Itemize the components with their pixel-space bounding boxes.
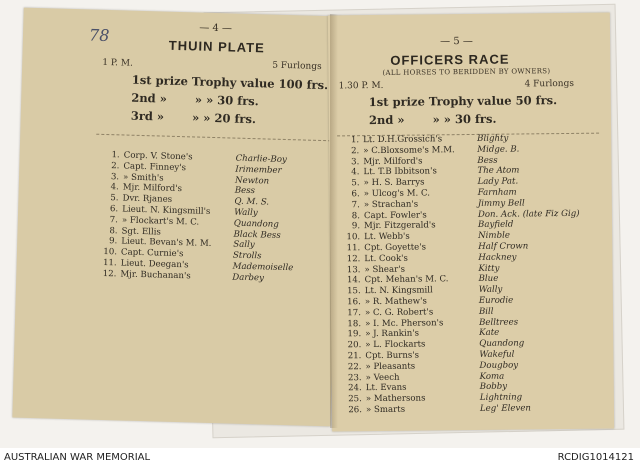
entry-horse: Jimmy Bell — [477, 198, 525, 209]
prize-desc: » » 20 frs. — [191, 110, 257, 127]
entry-number: 21. — [347, 351, 362, 362]
entry-row — [339, 274, 499, 286]
credit-line: AUSTRALIAN WAR MEMORIAL — [4, 452, 151, 463]
entry-owner: » C. G. Robert's — [364, 307, 434, 318]
entry-horse: Belltrees — [479, 317, 519, 328]
prize-desc: Trophy value 50 frs. — [428, 93, 558, 109]
entry-row — [339, 295, 514, 308]
entry-owner: Dvr. Rjanes — [122, 193, 173, 206]
entry-row — [338, 230, 510, 243]
book-gutter — [330, 14, 338, 428]
entry-number: 9. — [351, 221, 361, 232]
entry-owner: » Veech — [365, 372, 400, 383]
entry-number: 23. — [347, 372, 362, 383]
race-title: THUIN PLATE — [168, 37, 265, 56]
entry-horse: Black Bess — [233, 229, 281, 241]
entry-owner: Lt. Evans — [365, 383, 407, 394]
entry-number: 3. — [110, 171, 120, 182]
entry-owner: Cpt. Mehan's M. C. — [364, 274, 449, 286]
entry-horse: Midge. B. — [477, 144, 520, 155]
entry-number: 13. — [346, 264, 361, 275]
prize-desc: » » 30 frs. — [432, 111, 497, 127]
entry-number: 3. — [351, 156, 360, 167]
prize-3 — [131, 109, 257, 126]
entry-number: 26. — [348, 405, 363, 416]
entry-row — [338, 219, 514, 232]
entry-horse: Kate — [479, 328, 500, 339]
entry-horse: Wally — [234, 207, 258, 219]
entry-number: 10. — [103, 247, 118, 258]
entry-row — [338, 176, 519, 189]
entry-horse: Bess — [234, 185, 256, 197]
entry-horse: Kitty — [478, 263, 500, 274]
page-number: — 4 — — [199, 22, 233, 35]
entry-row — [338, 187, 517, 200]
entry-horse: Blue — [478, 274, 499, 285]
entry-horse: The Atom — [477, 165, 520, 177]
entry-horse: Mademoiselle — [232, 261, 294, 274]
entry-owner: » Flockart's M. C. — [121, 215, 200, 228]
entry-owner: Cpt. Goyette's — [364, 242, 427, 254]
entry-owner: Mjr. Milford's — [363, 156, 423, 167]
entry-row — [338, 208, 580, 221]
entry-row — [339, 317, 519, 329]
entry-owner: Mjr. Milford's — [122, 182, 183, 195]
entry-number: 6. — [351, 189, 360, 200]
entry-owner: » Strachan's — [363, 199, 419, 210]
entry-owner: » Shear's — [364, 264, 406, 275]
prize-1 — [132, 73, 329, 92]
entry-horse: Lightning — [479, 392, 523, 404]
entry-owner: Capt. Finney's — [123, 161, 187, 174]
entry-row — [340, 392, 523, 405]
entry-horse: Bayfield — [477, 219, 514, 231]
entry-number: 4. — [351, 167, 360, 178]
entry-row — [337, 144, 520, 157]
entry-owner: » Smarts — [365, 404, 406, 416]
entry-horse: Charlie-Boy — [235, 153, 287, 166]
entry-row — [338, 198, 525, 211]
entry-owner: Sgt. Ellis — [121, 226, 161, 238]
entry-owner: Lt. D.H.Grossich's — [363, 134, 443, 146]
entry-owner: » C.Bloxsome's M.M. — [363, 144, 455, 156]
race-distance: 5 Furlongs — [272, 60, 322, 72]
handwritten-note: 78 — [88, 25, 110, 46]
entry-row — [339, 284, 503, 297]
entry-horse: Quandong — [479, 338, 525, 350]
entry-number: 1. — [350, 135, 360, 146]
race-time: 1 P. M. — [102, 57, 134, 69]
entry-horse: Sally — [233, 239, 255, 251]
entry-number: 14. — [346, 275, 361, 286]
entry-number: 6. — [109, 204, 119, 215]
page-number: — 5 — — [440, 35, 473, 48]
entry-horse: Bill — [478, 306, 494, 317]
entry-row — [100, 268, 265, 284]
entry-horse: Farnham — [477, 187, 517, 198]
entry-number: 2. — [350, 145, 360, 157]
race-distance: 4 Furlongs — [524, 78, 575, 90]
entry-number: 5. — [110, 193, 119, 204]
entry-number: 18. — [347, 318, 362, 329]
entry-owner: Lt. Cook's — [364, 253, 408, 264]
entry-row — [339, 338, 525, 351]
entry-row — [338, 241, 529, 254]
entry-horse: Nimble — [478, 230, 510, 242]
entry-owner: » I. Mc. Pherson's — [365, 317, 444, 329]
entry-owner: Lt. Webb's — [364, 231, 410, 243]
entry-horse: Quandong — [233, 218, 279, 230]
entry-horse: Irimember — [235, 164, 282, 176]
entry-owner: Mjr. Buchanan's — [120, 269, 191, 282]
entry-row — [338, 263, 500, 275]
entry-owner: » Mathersons — [365, 393, 426, 405]
entry-number: 2. — [111, 160, 120, 172]
entry-number: 7. — [351, 199, 360, 211]
entry-owner: » J. Rankin's — [365, 328, 420, 340]
entry-owner: Mjr. Fitzgerald's — [363, 220, 436, 232]
entry-number: 11. — [102, 257, 117, 269]
catalog-id: RCDIG1014121 — [557, 452, 634, 463]
entry-number: 5. — [351, 178, 360, 189]
entry-horse: Wally — [478, 284, 503, 296]
entry-number: 10. — [346, 232, 361, 243]
prize-place: 3rd » — [130, 108, 165, 124]
prize-desc: » » 30 frs. — [194, 92, 259, 109]
prize-place: 1st prize — [131, 72, 189, 89]
entry-number: 24. — [348, 383, 362, 394]
entry-horse: Newton — [234, 175, 270, 187]
prize-2 — [131, 91, 259, 109]
entry-horse: Strolls — [232, 250, 262, 262]
entry-row — [103, 171, 270, 187]
entry-row — [337, 165, 520, 178]
race-subtitle: (ALL HORSES TO BERIDDEN BY OWNERS) — [382, 67, 551, 77]
entry-horse: Leg' Eleven — [479, 403, 531, 414]
entry-number: 1. — [111, 150, 120, 161]
entry-row — [340, 382, 508, 394]
entry-number: 17. — [347, 307, 361, 319]
prize-1 — [369, 93, 557, 109]
entry-row — [339, 328, 500, 340]
entry-number: 15. — [346, 286, 361, 297]
prize-desc: Trophy value 100 frs. — [191, 74, 329, 93]
race-time: 1.30 P. M. — [338, 80, 384, 92]
entry-horse: Dougboy — [479, 360, 519, 371]
entry-horse: Q. M. S. — [234, 196, 270, 208]
entry-horse: Eurodie — [478, 295, 514, 306]
divider — [96, 134, 336, 142]
entry-owner: » H. S. Barrys — [363, 177, 425, 189]
entry-number: 22. — [347, 361, 362, 373]
entry-horse: Koma — [479, 371, 505, 382]
entry-number: 12. — [102, 268, 117, 280]
entry-horse: Hackney — [478, 252, 517, 263]
entry-row — [340, 371, 505, 383]
entry-owner: Lieut. Deegan's — [120, 258, 189, 271]
entry-owner: » Pleasants — [365, 361, 416, 372]
prize-place: 2nd » — [131, 90, 168, 106]
entry-horse: Blighty — [477, 133, 509, 144]
entry-horse: Half Crown — [478, 241, 529, 252]
entry-number: 19. — [347, 329, 362, 340]
entry-row — [339, 349, 515, 362]
prize-place: 1st prize — [368, 94, 425, 110]
entry-horse: Bobby — [479, 382, 508, 393]
left-page — [12, 8, 341, 427]
entry-horse: Don. Ack. (late Fiz Gig) — [477, 208, 580, 220]
entry-horse: Darbey — [232, 272, 265, 284]
entry-owner: Lt. T.B Ibbitson's — [363, 166, 437, 178]
entry-owner: Cpt. Burns's — [365, 350, 420, 362]
entry-horse: Bess — [477, 155, 498, 166]
entry-row — [339, 360, 519, 373]
entry-row — [338, 252, 517, 265]
entry-number: 7. — [109, 214, 119, 226]
entry-row — [337, 133, 509, 146]
entry-owner: Lt. N. Kingsmill — [364, 285, 433, 297]
race-title: OFFICERS RACE — [390, 51, 510, 68]
entry-owner: Capt. Curnie's — [120, 247, 184, 260]
entry-row — [339, 306, 494, 319]
entry-owner: » Smith's — [122, 172, 164, 184]
entry-owner: Corp. V. Stone's — [123, 150, 193, 163]
entry-number: 20. — [347, 340, 362, 351]
entry-number: 12. — [346, 253, 361, 265]
entry-number: 9. — [108, 236, 118, 247]
entry-horse: Lady Pat. — [477, 176, 519, 188]
entry-owner: » R. Mathew's — [364, 296, 427, 308]
entry-number: 4. — [110, 182, 119, 193]
entry-row — [101, 225, 281, 241]
right-page — [328, 13, 614, 432]
entry-owner: Lieut. N. Kingsmill's — [122, 204, 211, 217]
entry-owner: » Ulcog's M. C. — [363, 188, 431, 200]
entry-owner: Lieut. Bevan's M. M. — [121, 236, 212, 250]
entry-owner: » L. Flockarts — [365, 339, 426, 351]
entry-row — [340, 403, 531, 416]
entry-owner: Capt. Fowler's — [363, 210, 427, 221]
entry-number: 16. — [347, 297, 361, 308]
entry-number: 25. — [348, 394, 362, 405]
entry-horse: Wakeful — [479, 349, 515, 360]
prize-place: 2nd » — [368, 112, 405, 128]
prize-2 — [369, 112, 497, 127]
entry-row — [337, 155, 498, 167]
entry-number: 11. — [346, 243, 361, 254]
entry-number: 8. — [351, 210, 360, 221]
entry-number: 8. — [109, 225, 118, 236]
